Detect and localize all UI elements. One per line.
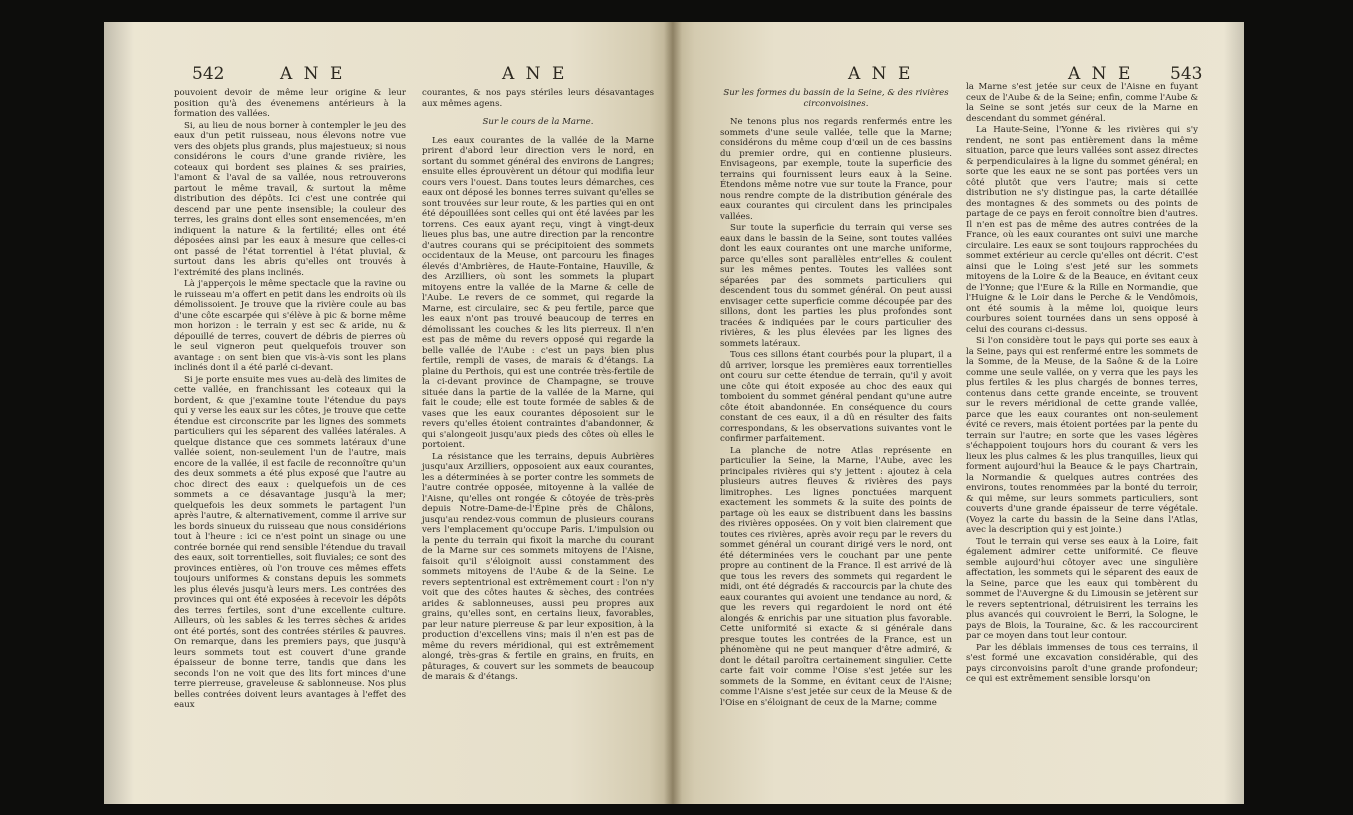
left-page	[104, 22, 672, 804]
paragraph: Si je porte ensuite mes vues au-delà des limites de cette vallée, en franchissant les coteaux qui la bordent, & que j'examine toute l'étendue du pays qui y verse les eaux sur les côtes, je trouve que cette étendue est circonscrite par les lignes des sommets particuliers qui les séparent des vallées latérales. A quelque distance que ces sommets latéraux d'une vallée soient, non-seulement l'un de l'autre, mais encore de la vallée, il est facile de reconnoître qu'un des deux sommets a été plus exposé que l'autre au choc direct des eaux : quelquefois un de ces sommets a ce désavantage jusqu'à la mer; quelquefois les deux sommets le partagent l'un après l'autre, & alternativement, comme il arrive sur les bords sinueux du ruisseau que nous considérions tout à l'heure : ici ce n'est point un sinage ou une contrée bornée qui rend sensible l'étendue du travail des eaux, soit torrentielles, soit fluviales; ce sont des provinces entières, où l'on trouve ces mêmes effets toujours uniformes & constans depuis les sommets les plus élevés jusqu'à leurs mers. Les contrées des provinces qui ont été exposées à recevoir les dépôts des terres fertiles, sont d'une excellente culture. Ailleurs, où les sables & les terres sèches & arides ont été portés, sont des contrées stériles & pauvres. On remarque, dans les premiers pays, que jusqu'à leurs sommets tout est couvert d'une grande épaisseur de bonne terre, tandis que dans les seconds l'on ne voit que des lits fort minces d'une terre pierreuse, graveleuse & sablonneuse. Nos plus belles contrées doivent leurs avantages à l'effet des eaux	[174, 374, 406, 710]
section-heading: Sur le cours de la Marne.	[482, 117, 594, 127]
text-column-left	[720, 88, 952, 709]
paragraph: La résistance que les terrains, depuis Aubrières jusqu'aux Arzilliers, opposoient aux eaux courantes, les a déterminées à se porter contre les sommets de l'autre contrée opposée, mitoyenne à la vallée de l'Aisne, qu'elles ont rongée & côtoyée de très-près depuis Notre-Dame-de-l'Épine près de Châlons, jusqu'au rendez-vous commun de plusieurs courans vers l'emplacement qu'occupe Paris. L'impulsion ou la pente du terrain qui fixoit la marche du courant de la Marne sur ces sommets mitoyens de l'Aisne, faisoit qu'il s'éloignoit aussi constamment des sommets mitoyens de l'Aube & de la Seine. Le revers septentrional est extrêmement court : l'on n'y voit que des côtes hautes & sèches, des contrées arides & sablonneuses, aussi peu propres aux grains, qu'elles sont, en certains lieux, favorables, par leur nature pierreuse & par leur exposition, à la production d'excellens vins; mais il n'en est pas de même du revers méridional, qui est extrêmement alongé, très-gras & fertile en grains, en fruits, en pâturages, & couvert sur les sommets de beaucoup de marais & d'étangs.	[422, 451, 654, 682]
page-edge-shadow	[1224, 22, 1244, 804]
paragraph: Si l'on considère tout le pays qui porte ses eaux à la Seine, pays qui est renfermé entre les sommets de la Somme, de la Meuse, de la Saône & de la Loire comme une seule vallée, on y verra que les pays les plus fertiles & les plus chargés de bonnes terres, contenus dans cette grande enceinte, se trouvent sur le revers méridional de cette grande vallée, parce que les eaux courantes ont non-seulement évité ce revers, mais étoient portées par la pente du terrain sur l'autre; en sorte que les vases légères s'échappoient toujours hors du courant & vers les lieux les plus calmes & les plus tranquilles, lieux qui forment aujourd'hui la Beauce & le pays Chartrain, la Normandie & quelques autres contrées des environs, toutes renommées par la bonté du terroir, & qui même, sur leurs sommets particuliers, sont couverts d'une grande épaisseur de terre végétale. (Voyez la carte du bassin de la Seine dans l'Atlas, avec la description qui y est jointe.)	[966, 336, 1198, 535]
paragraph: La Haute-Seine, l'Yonne & les rivières qui s'y rendent, ne sont pas entièrement dans la même situation, parce que leurs vallées sont assez directes & perpendiculaires à la ligne du sommet général; en sorte que les eaux ne se sont pas portées vers un côté plutôt que vers l'autre; mais si cette distribution ne s'y distingue pas, la carte détaillée des montagnes & des sommets ou des points de partage de ce pays en feroit connoître bien d'autres. Il n'en est pas de même des autres contrées de la France, où les eaux courantes ont suivi une marche circulaire. Les eaux se sont toujours rapprochées du sommet extérieur au cercle qu'elles ont décrit. C'est ainsi que le Loing s'est jeté sur les sommets mitoyens de la Loire & de la Beauce, en évitant ceux de l'Yonne; que l'Eure & la Rille en Normandie, que l'Huigne & le Loir dans le Perche & le Vendômois, ont été soumis à la même loi, quoique leurs courbures soient tournées dans un sens opposé à celui des courans ci-dessus.	[966, 125, 1198, 335]
text-column-right	[966, 82, 1198, 686]
page-edge-shadow	[104, 22, 134, 804]
running-head: A N E	[280, 64, 346, 84]
text-column-right	[422, 88, 654, 684]
paragraph: Là j'apperçois le même spectacle que la ravine ou le ruisseau m'a offert en petit dans les endroits où ils démolissoient. Je trouve que la rivière coule au bas d'une côte escarpée qui s'élève à pic & borne même mon horizon : le terrain y est sec & aride, nu & dépouillé de terres, couvert de débris de pierres où le seul vigneron peut quelquefois trouver son avantage : on sent bien que vis-à-vis sont les plans inclinés dont il a été parlé ci-devant.	[174, 279, 406, 373]
open-book	[104, 22, 1244, 804]
running-head: A N E	[502, 64, 568, 84]
paragraph: la Marne s'est jetée sur ceux de l'Aisne en fuyant ceux de l'Aube & de la Seine; enfin, comme l'Aube & la Seine se sont jetés sur ceux de la Marne en descendant du sommet général.	[966, 82, 1198, 124]
section-heading: Sur les formes du bassin de la Seine, & des rivières circonvoisines.	[723, 88, 949, 109]
paragraph: Les eaux courantes de la vallée de la Marne prirent d'abord leur direction vers le nord, en sortant du sommet général des environs de Langres; ensuite elles éprouvèrent un détour qui modifia leur cours vers l'ouest. Dans toutes leurs démarches, ces eaux ont déposé les bonnes terres suivant qu'elles se sont trouvées sur leur route, & les parties qui en ont été dépouillées sont celles qui ont été lavées par les torrens. Ces eaux ayant reçu, vingt à vingt-deux lieues plus bas, une autre direction par la rencontre d'autres courans qui se précipitoient des sommets occidentaux de la Meuse, ont parcouru les finages élevés d'Ambrières, de Haute-Fontaine, Hauville, & des Arzilliers, où sont les sommets la plupart mitoyens entre la vallée de la Marne & celle de l'Aube. Le revers de ce sommet, qui regarde la Marne, est circulaire, sec & peu fertile, parce que les eaux n'ont pas trouvé beaucoup de terres en démolissant les couches & les lits pierreux. Il n'en est pas de même du revers opposé qui regarde la belle vallée de l'Aube : c'est un pays bien plus fertile, rempli de vases, de marais & d'étangs. La plaine du Perthois, qui est une contrée très-fertile de la ci-devant province de Champagne, se trouve située dans la partie de la vallée de la Marne, qui fait le coude; elle est toute formée de sables & de vases que les eaux courantes déposoient sur le revers qu'elles étoient contraintes d'abandonner, & qui s'alongeoit jusqu'aux pieds des côtes où elles le portoient.	[422, 135, 654, 450]
running-head: A N E	[848, 64, 914, 84]
paragraph: Sur toute la superficie du terrain qui verse ses eaux dans le bassin de la Seine, sont toutes vallées dont les eaux courantes ont une marche uniforme, parce qu'elles sont parallèles entr'elles & coulent sur les mêmes pentes. Toutes les vallées sont séparées par des sommets particuliers qui descendent tous du sommet général. On peut aussi envisager cette superficie comme découpée par des sillons, dont les parties les plus profondes sont tracées & indiquées par le cours particulier des rivières, & les plus élevées par les lignes des sommets latéraux.	[720, 223, 952, 349]
book-gutter	[664, 22, 682, 804]
page-number: 542	[192, 64, 225, 84]
text-column-left	[174, 88, 406, 712]
paragraph: Par les déblais immenses de tous ces terrains, il s'est formé une excavation considérable, qui des pays circonvoisins paroît d'une grande profondeur; ce qui est extrêmement sensible lorsqu'on	[966, 642, 1198, 684]
paragraph: Tous ces sillons étant courbés pour la plupart, il a dû arriver, lorsque les premières eaux torrentielles ont couru sur cette étendue de terrain, qu'il y avoit une côte qui étoit exposée au choc des eaux qui tomboient du sommet général pendant qu'une autre côte étoit abandonnée. En conséquence du cours constant de ces eaux, il a dû en résulter des faits correspondans, & les observations suivantes vont le confirmer parfaitement.	[720, 350, 952, 444]
running-head: A N E	[1068, 64, 1134, 84]
paragraph: La planche de notre Atlas représente en particulier la Seine, la Marne, l'Aube, avec les principales rivières qui s'y jettent : ajoutez à cela plusieurs autres fleuves & rivières des pays limitrophes. Les lignes ponctuées marquent exactement les sommets & la suite des points de partage où les eaux se distribuent dans les bassins des rivières opposées. On y voit bien clairement que toutes ces rivières, après avoir reçu par le revers du sommet général un courant dirigé vers le nord, ont été déterminées vers le couchant par une pente propre au continent de la France. Il est arrivé de là que tous les revers des sommets qui regardent le midi, ont été dégradés & raccourcis par la chute des eaux courantes qui avoient une tendance au nord, & que les revers qui regardoient le nord ont été alongés & enrichis par une situation plus favorable. Cette uniformité si exacte & si générale dans presque toutes les contrées de la France, est un phénomène qui ne peut manquer d'être admiré, & dont le détail paroîtra certainement singulier. Cette carte fait voir comme l'Oise s'est jetée sur les sommets de la Somme, en évitant ceux de l'Aisne; comme l'Aisne s'est jetée sur ceux de la Meuse & de l'Oise en s'éloignant de ceux de la Marne; comme	[720, 445, 952, 708]
paragraph: Tout le terrain qui verse ses eaux à la Loire, fait également admirer cette uniformité. Ce fleuve semble aujourd'hui côtoyer avec une singulière affectation, les sommets qui le séparent des eaux de la Seine, parce que les eaux qui tombèrent du sommet de l'Auvergne & du Limousin se jetèrent sur le revers septentrional, détruisirent les terrains les plus avancés qui couvroient le Berri, la Sologne, le pays de Blois, la Touraine, &c. & les raccourcirent par ce moyen dans tout leur contour.	[966, 536, 1198, 641]
page-number: 543	[1170, 64, 1203, 84]
paragraph: courantes, & nos pays stériles leurs désavantages aux mêmes agens.	[422, 88, 654, 109]
right-page	[672, 22, 1244, 804]
paragraph: pouvoient devoir de même leur origine & leur position qu'à des évenemens antérieurs à la formation des vallées.	[174, 88, 406, 119]
paragraph: Ne tenons plus nos regards renfermés entre les sommets d'une seule vallée, telle que la Marne; considérons du même coup d'œil un de ces bassins du premier ordre, qui en contienne plusieurs. Envisageons, par exemple, toute la superficie des terrains qui fournissent leurs eaux à la Seine. Étendons même notre vue sur toute la France, pour nous rendre compte de la distribution générale des eaux courantes qui circulent dans les principales vallées.	[720, 117, 952, 222]
paragraph: Si, au lieu de nous borner à contempler le jeu des eaux d'un petit ruisseau, nous élevons notre vue vers des objets plus grands, plus majestueux; si nous considérons le cours d'une grande rivière, les coteaux qui bordent ses plaines & ses prairies, l'amont & l'aval de sa vallée, nous retrouverons partout le même travail, & surtout la même distribution des dépôts. Ici c'est une contrée qui descend par une pente insensible; la couleur des terres, les grains dont elles sont ensemencées, m'en indiquent la nature & la fertilité; elles ont été déposées ainsi par les eaux à mesure que celles-ci ont passé de l'état torrentiel à l'état pluvial, & surtout dans les abris qu'elles ont trouvés à l'extrémité des plans inclinés.	[174, 120, 406, 278]
